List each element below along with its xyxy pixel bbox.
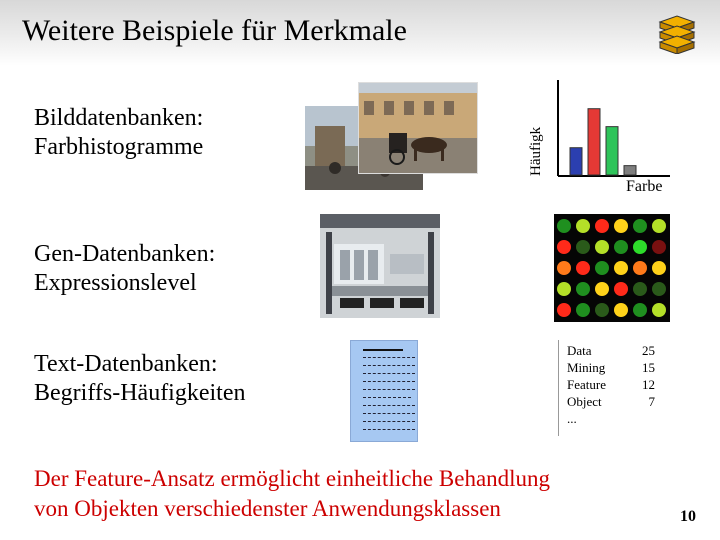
microarray-spot bbox=[595, 303, 609, 317]
microarray-spot bbox=[576, 261, 590, 275]
microarray-spot bbox=[595, 282, 609, 296]
microarray-spot bbox=[652, 219, 666, 233]
microarray-spot bbox=[614, 240, 628, 254]
text-line bbox=[363, 421, 415, 422]
microarray-spot bbox=[576, 303, 590, 317]
item-detail: Expressionslevel bbox=[34, 270, 197, 296]
histogram-x-label: Farbe bbox=[626, 178, 663, 195]
microarray-spot bbox=[576, 282, 590, 296]
histogram-bar bbox=[588, 109, 600, 175]
histogram-bar bbox=[624, 166, 636, 175]
microarray-spot bbox=[557, 282, 571, 296]
microarray-spot bbox=[652, 240, 666, 254]
square-photo bbox=[358, 82, 478, 174]
microarray-spot bbox=[557, 261, 571, 275]
conclusion-line-2: von Objekten verschiedenster Anwendungsklassen bbox=[34, 496, 501, 521]
text-line bbox=[363, 413, 415, 414]
term-count: 15 bbox=[642, 360, 655, 375]
conclusion-line-1: Der Feature-Ansatz ermöglicht einheitliche Behandlung bbox=[34, 466, 551, 491]
text-line bbox=[363, 381, 415, 382]
item-detail: Farbhistogramme bbox=[34, 134, 204, 160]
microarray-spot bbox=[633, 240, 647, 254]
term-count: 25 bbox=[642, 343, 655, 358]
histogram-bar bbox=[570, 148, 582, 175]
microarray-spot bbox=[633, 219, 647, 233]
histogram-y-label: Häufigk bbox=[528, 126, 544, 176]
term-label: ... bbox=[567, 411, 577, 426]
term-count: 7 bbox=[648, 394, 655, 409]
image-db-item bbox=[34, 104, 203, 162]
microarray-spot bbox=[633, 282, 647, 296]
microarray-spot bbox=[652, 261, 666, 275]
text-line bbox=[363, 349, 403, 351]
microarray-spot bbox=[595, 219, 609, 233]
microarray-spot bbox=[557, 219, 571, 233]
text-line bbox=[363, 357, 415, 358]
lab-robot-photo bbox=[320, 214, 440, 318]
text-line bbox=[363, 389, 415, 390]
microarray-spot bbox=[633, 303, 647, 317]
text-line bbox=[363, 373, 415, 374]
text-db-item bbox=[34, 350, 246, 408]
microarray-spot bbox=[633, 261, 647, 275]
histogram-bar bbox=[606, 127, 618, 175]
item-heading: Gen-Datenbanken: bbox=[34, 241, 216, 267]
microarray-spot bbox=[614, 261, 628, 275]
microarray-spot bbox=[652, 282, 666, 296]
text-line bbox=[363, 397, 411, 398]
item-detail: Begriffs-Häufigkeiten bbox=[34, 380, 246, 406]
term-frequency-table bbox=[558, 340, 663, 436]
slide-title: Weitere Beispiele für Merkmale bbox=[22, 14, 407, 47]
text-line bbox=[363, 405, 415, 406]
microarray-spot bbox=[576, 240, 590, 254]
term-label: Object bbox=[567, 394, 602, 409]
microarray-spot bbox=[614, 303, 628, 317]
term-label: Feature bbox=[567, 377, 606, 392]
text-line bbox=[363, 365, 415, 366]
text-document-icon bbox=[350, 340, 418, 442]
page-number: 10 bbox=[680, 508, 696, 525]
term-label: Mining bbox=[567, 360, 606, 375]
microarray-spot bbox=[614, 282, 628, 296]
term-label: Data bbox=[567, 343, 592, 358]
gene-db-item bbox=[34, 240, 215, 298]
microarray-spot bbox=[652, 303, 666, 317]
microarray-spot bbox=[595, 261, 609, 275]
microarray-spot bbox=[614, 219, 628, 233]
microarray-spot bbox=[557, 240, 571, 254]
conclusion-text bbox=[34, 464, 550, 524]
stacked-layers-logo bbox=[656, 14, 698, 54]
term-count: 12 bbox=[642, 377, 655, 392]
item-heading: Text-Datenbanken: bbox=[34, 351, 218, 377]
text-line bbox=[363, 429, 415, 430]
microarray-image bbox=[554, 214, 670, 322]
microarray-spot bbox=[595, 240, 609, 254]
microarray-spot bbox=[576, 219, 590, 233]
microarray-spot bbox=[557, 303, 571, 317]
item-heading: Bilddatenbanken: bbox=[34, 105, 204, 131]
